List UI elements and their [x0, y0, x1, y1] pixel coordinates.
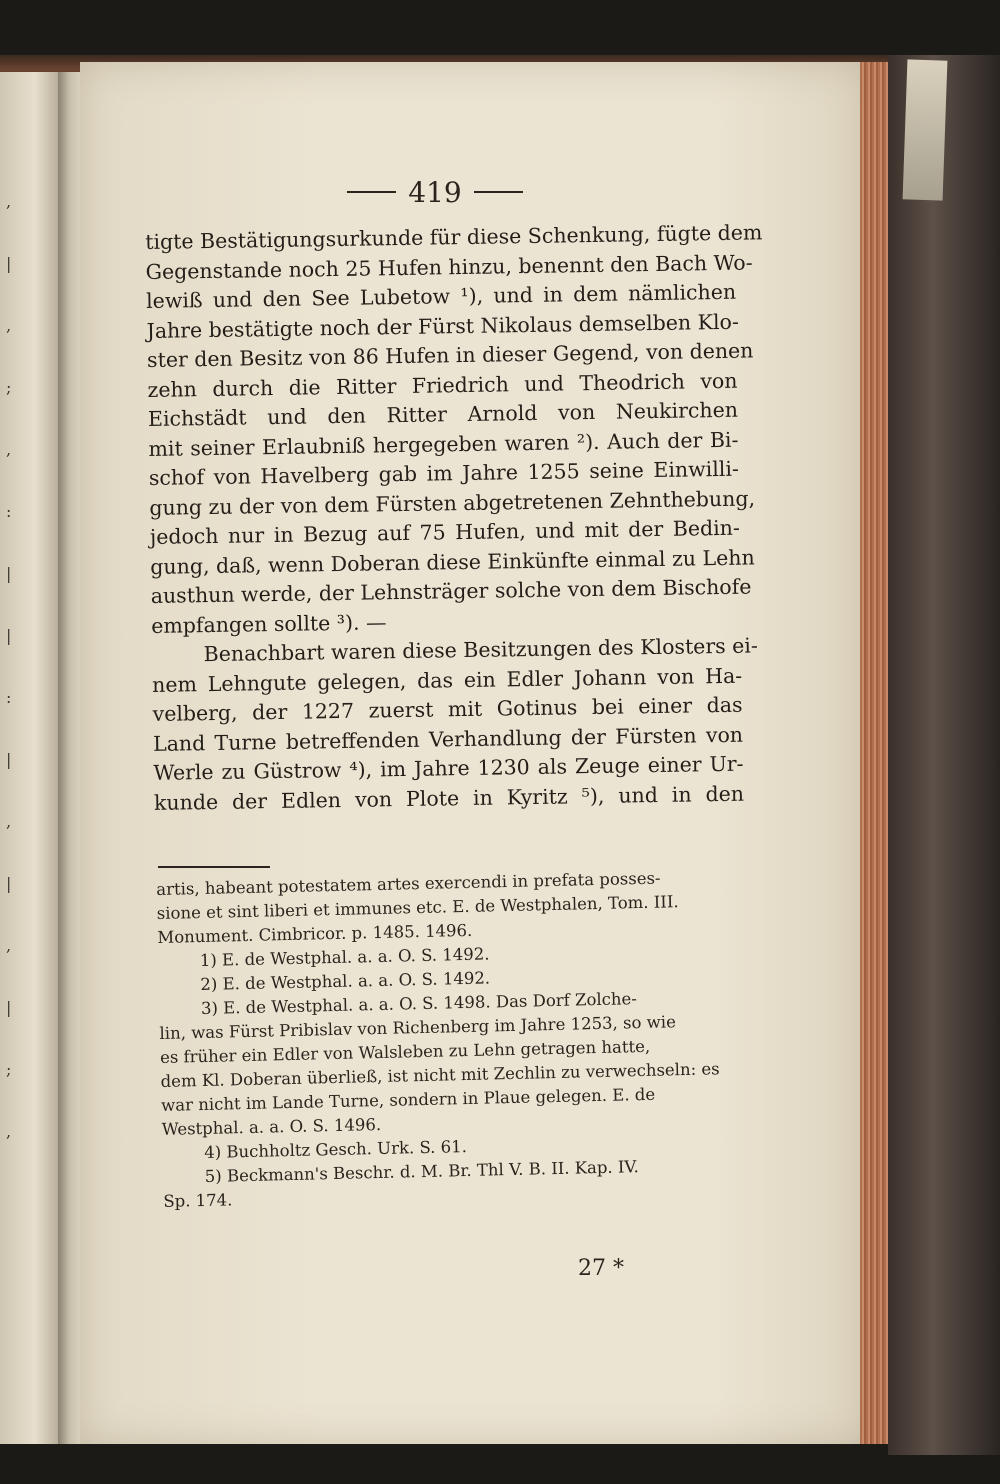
text-line: nem Lehngute gelegen, das ein Edler Johann von Ha-	[151, 663, 743, 697]
footnote-line: artis, habeant potestatem artes exercendi in prefata posses-	[156, 868, 661, 899]
footnote-2: 2) E. de Westphal. a. a. O. S. 1492.	[200, 968, 491, 995]
left-page-text-fragments: , | , ; , : | | : | , | , | ; ,	[6, 192, 12, 1141]
main-text	[145, 219, 763, 818]
text-line: jedoch nur in Bezug auf 75 Hufen, und mit der Bedin-	[149, 515, 740, 549]
footnote-line: Sp. 174.	[163, 1190, 233, 1211]
left-page-edge	[0, 72, 58, 1444]
footnote-3: 3) E. de Westphal. a. a. O. S. 1498. Das Dorf Zolche-	[200, 989, 638, 1019]
footnote-line: sione et sint liberi et immunes etc. E. de Westphalen, Tom. III.	[156, 892, 679, 923]
text-line: Benachbart waren diese Besitzungen des Klosters ei-	[203, 633, 758, 667]
footnote-line: war nicht im Lande Turne, sondern in Plaue gelegen. E. de	[160, 1084, 656, 1115]
text-line: gung, daß, wenn Doberan diese Einkünfte einmal zu Lehn	[150, 544, 755, 579]
text-line: gung zu der von dem Fürsten abgetretenen Zehnthebung,	[149, 485, 756, 520]
header-dash-left	[347, 191, 396, 193]
text-line: schof von Havelberg gab im Jahre 1255 seine Einwilli-	[148, 456, 740, 490]
printer-signature: 27 *	[578, 1256, 624, 1281]
footnote-5: 5) Beckmann's Beschr. d. M. Br. Thl V. B. II. Kap. IV.	[204, 1157, 639, 1186]
page-fore-edge	[860, 62, 888, 1444]
text-line: Eichstädt und den Ritter Arnold von Neukirchen	[147, 397, 739, 431]
text-line: velberg, der 1227 zuerst mit Gotinus bei einer das	[152, 692, 743, 726]
torn-spine-fragment	[903, 59, 948, 200]
footnotes	[156, 865, 743, 1214]
footnote-1: 1) E. de Westphal. a. a. O. S. 1492.	[199, 944, 490, 971]
text-line: austhun werde, der Lehnsträger solche von dem Bischofe	[150, 574, 752, 608]
footnote-separator	[158, 866, 270, 868]
text-line: zehn durch die Ritter Friedrich und Theodrich von	[147, 368, 738, 402]
page-header	[335, 172, 535, 212]
text-line: Land Turne betreffenden Verhandlung der Fürsten von	[152, 722, 744, 756]
footnote-line: Monument. Cimbricor. p. 1485. 1496.	[157, 920, 473, 947]
text-line: Jahre bestätigte noch der Fürst Nikolaus demselben Klo-	[146, 309, 739, 343]
text-line: kunde der Edlen von Plote in Kyritz ⁵), und in den	[153, 781, 745, 815]
book-cover	[888, 55, 1000, 1455]
text-line: lewiß und den See Lubetow ¹), und in dem nämlichen	[145, 279, 737, 313]
text-line: Werle zu Güstrow ⁴), im Jahre 1230 als Zeuge einer Ur-	[153, 751, 744, 785]
text-line: ster den Besitz von 86 Hufen in dieser Gegend, von denen	[146, 338, 754, 372]
footnote-line: Westphal. a. a. O. S. 1496.	[161, 1114, 382, 1139]
header-dash-right	[474, 191, 523, 193]
footnote-4: 4) Buchholtz Gesch. Urk. S. 61.	[204, 1137, 468, 1162]
text-line: empfangen sollte ³). —	[151, 609, 387, 638]
footnote-line: dem Kl. Doberan überließ, ist nicht mit Zechlin zu verwechseln: es	[160, 1059, 720, 1091]
footnote-line: lin, was Fürst Pribislav von Richenberg im Jahre 1253, so wie	[159, 1012, 677, 1043]
text-line: tigte Bestätigungsurkunde für diese Schenkung, fügte dem	[145, 220, 763, 254]
page-number: 419	[408, 175, 462, 209]
text-line: Gegenstande noch 25 Hufen hinzu, benennt den Bach Wo-	[145, 249, 753, 284]
footnote-line: es früher ein Edler von Walsleben zu Lehn getragen hatte,	[159, 1036, 651, 1067]
text-line: mit seiner Erlaubniß hergegeben waren ²). Auch der Bi-	[148, 427, 739, 461]
